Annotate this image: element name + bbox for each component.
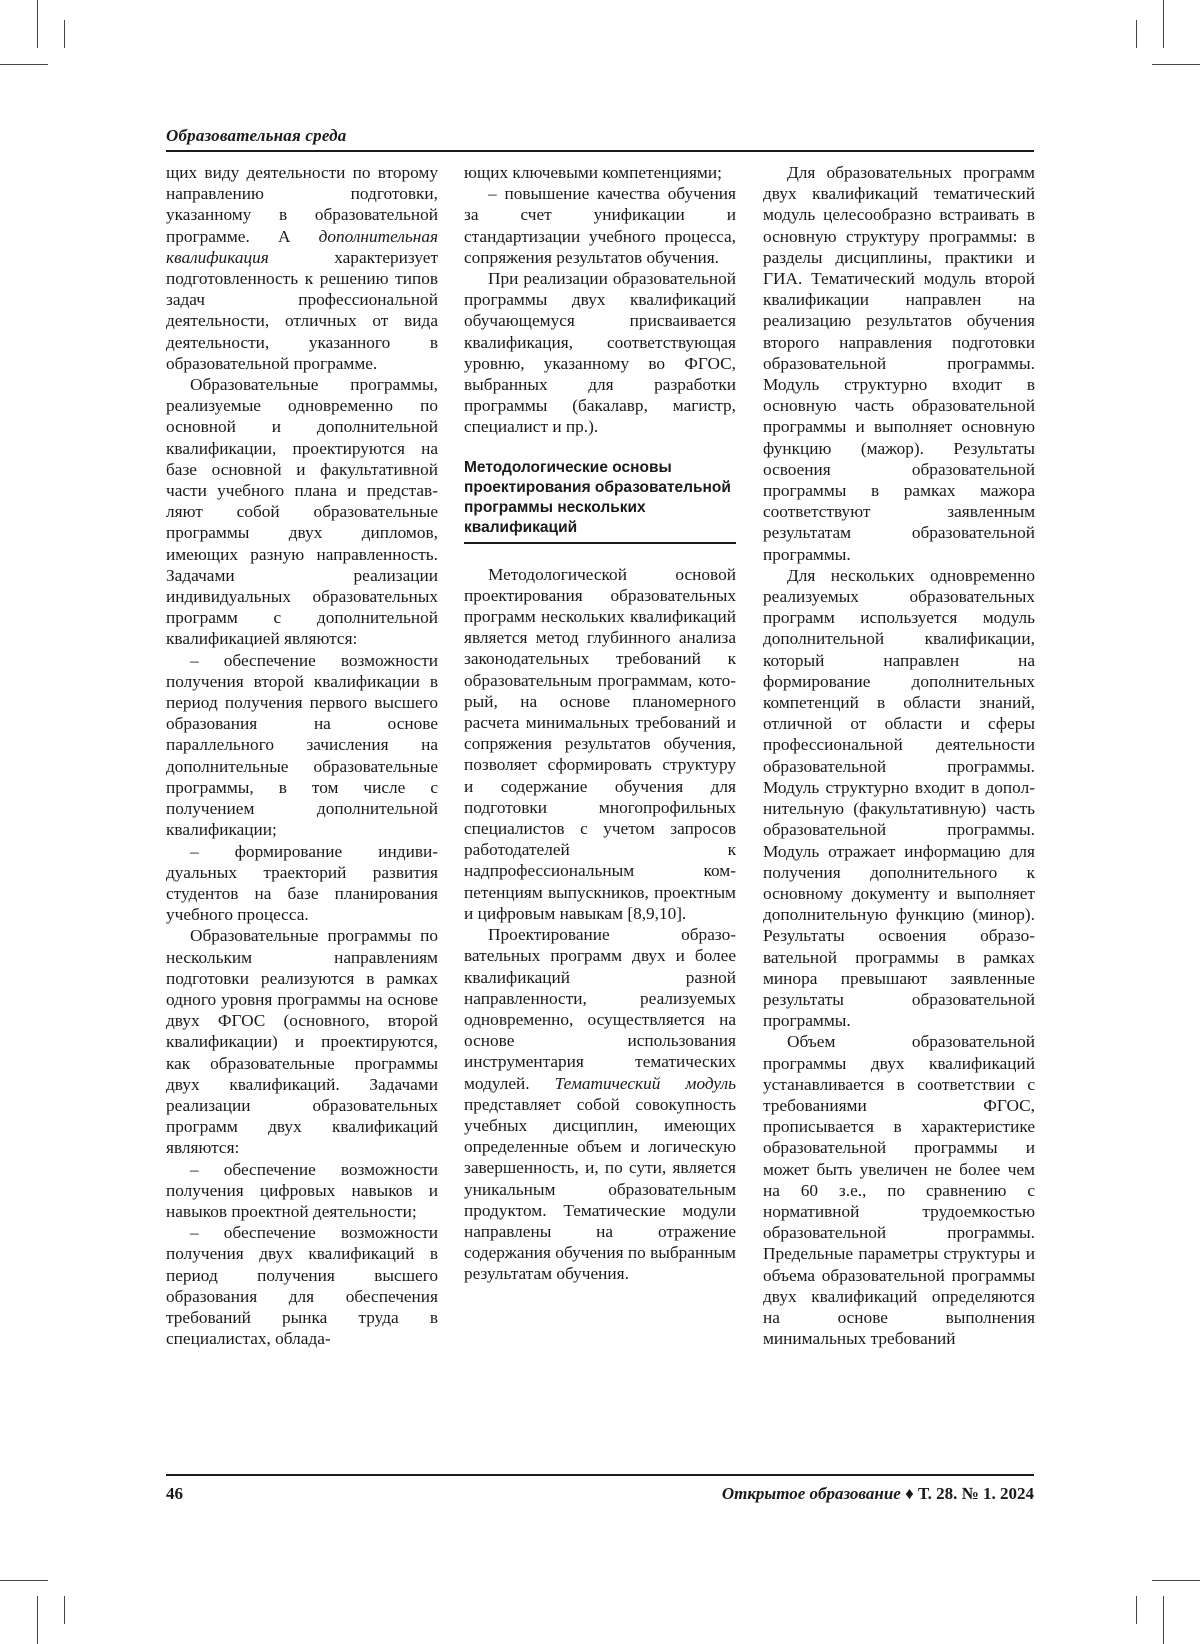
footer-rule [166, 1474, 1034, 1476]
crop-mark [1163, 0, 1164, 48]
crop-mark [1136, 1596, 1137, 1624]
diamond-separator-icon: ♦ [905, 1484, 914, 1503]
section-heading: Методологические основы проектирования образовательной программы нескольких квалификаций [464, 458, 736, 544]
paragraph [763, 565, 1035, 1031]
paragraph [166, 650, 438, 841]
crop-mark [1152, 1580, 1200, 1581]
crop-mark [0, 1580, 48, 1581]
paragraph [464, 564, 736, 924]
text-column-3 [763, 162, 1035, 1349]
crop-mark [1136, 20, 1137, 48]
crop-mark [37, 0, 38, 48]
paragraph [166, 1222, 438, 1349]
journal-citation [722, 1484, 1034, 1504]
header-rule [166, 150, 1034, 152]
text-run: Для образовательных программ двух квалификаций тематический модуль целесообразно встраивать в основную структуру программы: в разделы дисциплины, практики и ГИА. Тематический модуль второй квалификации направлен на реализацию результатов обучения второго направления подготовки образовательной программы. Модуль структурно входит в основную часть образовательной программы и выполняет основную функцию (мажор). Результаты освоения образовательной программы в рамках мажора соответствуют заявленным результатам образовательной программы. [763, 163, 1035, 564]
crop-mark [0, 64, 48, 65]
text-column-1 [166, 162, 438, 1349]
text-run: – обеспечение возможности получения цифровых навыков и навыков проектной деятельности; [166, 1159, 438, 1221]
paragraph [166, 374, 438, 650]
text-run: – повышение качества обучения за счет унификации и стандартизации учебного процесса, сопряжения результатов обучения. [464, 184, 736, 267]
running-header: Образовательная среда [166, 126, 347, 145]
paragraph [166, 841, 438, 926]
crop-mark [64, 20, 65, 48]
journal-name: Открытое образование [721, 1484, 901, 1503]
text-run: представляет собой совокупность учебных дисциплин, имеющих определенные объем и логическую завершенность, и, по сути, является уникальным образовательным продуктом. Тематические модули направлены на отражение содержания обучения по выбранным результатам обучения. [464, 1094, 736, 1284]
text-run: При реализации образовательной программы двух квалификаций обучающемуся присваивается квалификация, соответствующая уровню, указанному во ФГОС, выбранных для разработки программы (бакалавр, магистр, специалист и пр.). [464, 269, 736, 437]
text-run: – формирование индивидуальных траекторий развития студентов на базе планирования учебного процесса. [166, 841, 438, 925]
page-number: 46 [166, 1484, 183, 1503]
text-run: щих виду деятельности по второму направлению подготовки, указанному в образовательной программе. А [166, 163, 438, 246]
text-run: Проектирование образовательных программ двух и более квалификаций разной направленности, реализуемых одновременно, осуществляется на основе использования инструментария тематических модулей. [464, 925, 736, 1093]
paragraph [763, 1031, 1035, 1349]
crop-mark [37, 1596, 38, 1644]
text-run: ющих ключевыми компетенциями; [464, 163, 722, 182]
paragraph [166, 925, 438, 1158]
crop-mark [1163, 1596, 1164, 1644]
text-run: Образовательные программы, реализуемые одновременно по основной и дополнительной квалификации, проектируются на базе основной и факультативной части учебного плана и представляют собой образовательные программы двух дипломов, имеющих разную направленность. Задачами реализации индивидуальных образовательных программ с дополнительной квалификацией являются: [166, 375, 438, 649]
paragraph [464, 162, 736, 183]
text-run: характеризует подготовленность к решению типов задач профессиональной деятельности, отличных от вида деятельности, указанного в образовательной программе. [166, 247, 438, 373]
text-run: Объем образовательной программы двух квалификаций устанавливается в соответствии с требованиями ФГОС, прописывается в характеристике образовательной программы и может быть увеличен не более чем на 60 з.е., по сравнению с нормативной трудоемкостью образовательной программы. Предельные параметры структуры и объема образовательной программы двух квалификаций определяются на основе выполнения минимальных требований [763, 1032, 1035, 1349]
paragraph [464, 924, 736, 1284]
text-run: Для нескольких одновременно реализуемых образовательных программ используется модуль дополнительной квалификации, который направлен на формирование дополнительных компетенций в области знаний, отличной от области и сферы профессиональной деятельности образовательной программы. Модуль структурно входит в дополнительную (факультативную) часть образовательной программы. Модуль отражает информацию для получения дополнительного к основному документу и выполняет дополнительную функцию (минор). Результаты освоения образовательной программы в рамках минора превышают заявленные результаты образовательной программы. [763, 565, 1035, 1031]
text-run: Методологической основой проектирования образовательных программ нескольких квалификаций является метод глубинного анализа законодательных требований к образовательным программам, который, на основе планомерного расчета минимальных требований и сопряжения результатов обучения, позволяет сформировать структуру и содержание обучения для подготовки многопрофильных специалистов с учетом запросов работодателей к надпрофессиональным компетенциям выпускников, проектным и цифровым навыкам [8,9,10]. [464, 564, 736, 923]
paragraph [464, 183, 736, 268]
text-run: – обеспечение возможности получения второй квалификации в период получения первого высшего образования на основе параллельного зачисления на дополнительные образовательные программы, в том числе с получением дополнительной квалификации; [166, 650, 438, 840]
volume-issue: Т. 28. № 1. 2024 [918, 1484, 1034, 1503]
text-column-2 [464, 162, 736, 1285]
crop-mark [64, 1596, 65, 1624]
paragraph [166, 1159, 438, 1223]
italic-term: Тематический модуль [554, 1073, 736, 1093]
text-run: – обеспечение возможности получения двух квалификаций в период получения высшего образования для обеспечения требований рынка труда в специалистах, облада- [166, 1223, 438, 1349]
text-run: Образовательные программы по нескольким направлениям подготовки реализуются в рамках одного уровня программы на основе двух ФГОС (основного, второй квалификации) и проектируются, как образовательные программы двух квалификаций. Задачами реализации образовательных программ двух квалификаций являются: [166, 926, 438, 1158]
paragraph [763, 162, 1035, 565]
crop-mark [1152, 64, 1200, 65]
italic-term: дополнительная квалификация [166, 226, 438, 267]
paragraph [166, 162, 438, 374]
paragraph [464, 268, 736, 438]
